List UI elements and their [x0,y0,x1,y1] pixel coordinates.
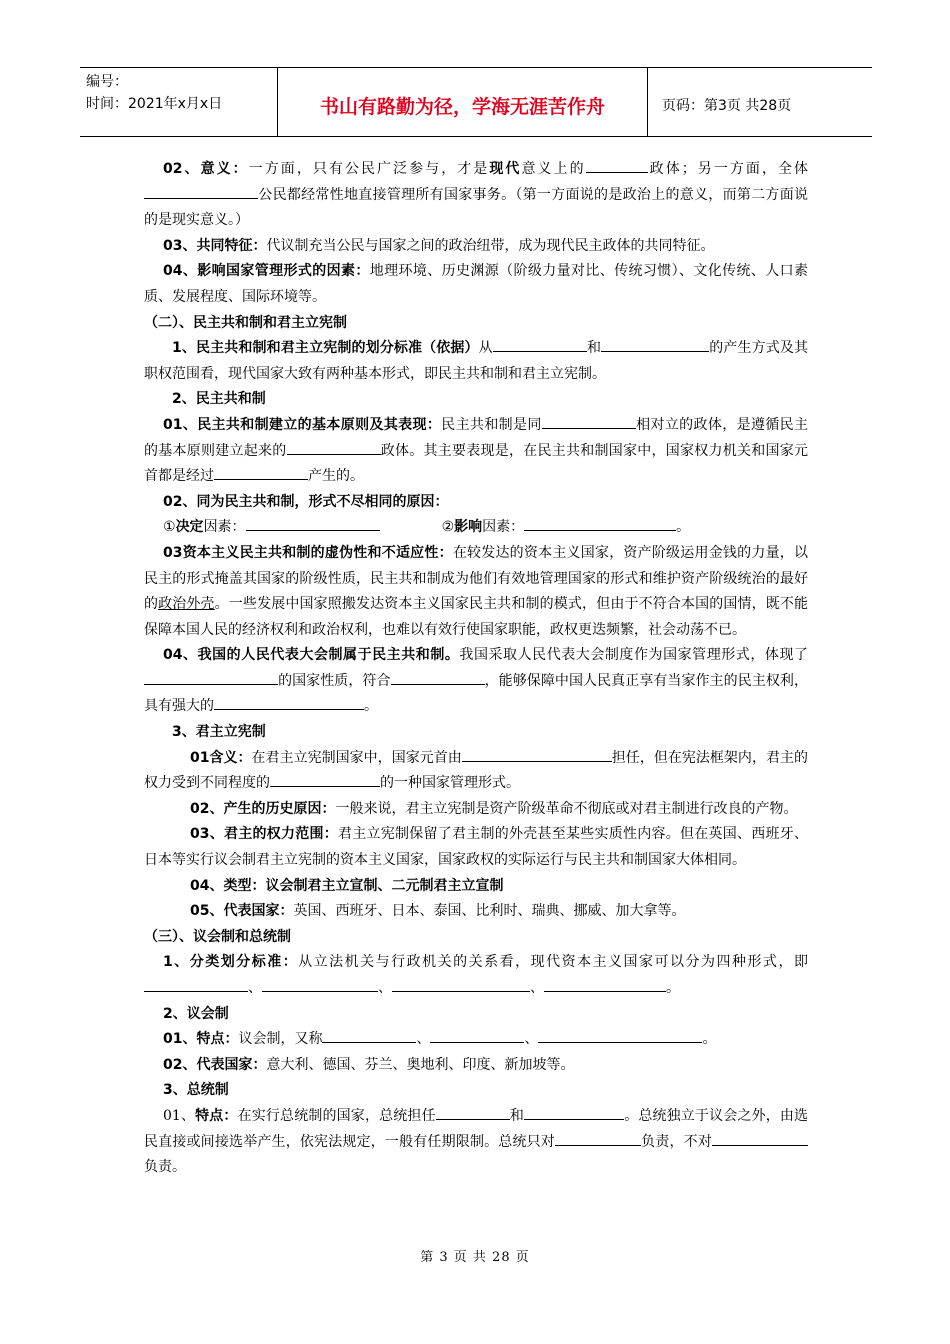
fill-blank[interactable] [392,977,530,992]
fill-blank[interactable] [262,977,378,992]
paragraph-republic-reasons: 02、同为民主共和制，形式不尽相同的原因： [163,493,449,510]
paragraph-factors: 04、影响国家管理形式的因素：地理环境、历史渊源（阶级力量对比、传统习惯）、文化传统、人口素质、发展程度、国际环境等。 [144,263,809,305]
paragraph-classification: 1、分类划分标准：从立法机关与行政机关的关系看，现代资本主义国家可以分为四种形式，即、 、 、 。 [144,950,808,1001]
paragraph-monarchy-meaning: 01含义：在君主立宪制国家中，国家元首由 担任，但在宪法框架内，君主的权力受到不同程度的 的一种国家管理形式。 [144,746,808,797]
fill-blank[interactable] [246,516,380,531]
fill-blank[interactable] [524,516,676,531]
subsection-heading: 2、议会制 [163,1005,229,1022]
fill-blank[interactable] [430,1028,524,1043]
fill-blank[interactable] [462,747,612,762]
fill-blank[interactable] [601,337,709,352]
header-info-cell [80,68,278,136]
header-number: 编号： [86,74,128,90]
header-page-number: 页码：第3页 共28页 [662,98,792,114]
fill-blank[interactable] [542,414,636,429]
page-header [80,67,872,137]
fill-blank[interactable] [544,977,666,992]
header-date: 时间：2021年x月x日 [86,96,223,112]
subsection-heading: 2、民主共和制 [172,391,266,408]
paragraph-republic-factors: ①决定因素： ②影响因素： 。 [144,515,808,541]
section-heading-2: （二）、民主共和制和君主立宪制 [144,314,347,331]
document-body [144,157,808,1181]
fill-blank[interactable] [493,337,587,352]
fill-blank[interactable] [144,977,248,992]
paragraph-common-feature: 03、共同特征：代议制充当公民与国家之间的政治纽带，成为现代民主政体的共同特征。 [163,237,715,254]
subsection-heading: 3、君主立宪制 [172,724,266,741]
page-footer: 第 3 页 共 28 页 [420,1250,530,1265]
section-heading-3: （三）、议会制和总统制 [144,928,291,945]
paragraph-peoples-congress: 04、我国的人民代表大会制属于民主共和制。我国采取人民代表大会制度作为国家管理形式，体现了的国家性质，符合 ，能够保障中国人民真正享有当家作主的民主权利，具有强大的 。 [144,647,808,715]
fill-blank[interactable] [391,670,485,685]
fill-blank[interactable] [287,440,381,455]
paragraph-republic-principle: 01、民主共和制建立的基本原则及其表现：民主共和制是同 相对立的政体，是遵循民主的基本原则建立起来的 政体。其主要表现是，在民主共和制国家中，国家权力机关和国家元首都是经过 产生的。 [144,413,808,490]
paragraph-monarchy-countries: 05、代表国家：英国、西班牙、日本、泰国、比利时、瑞典、挪威、加大拿等。 [190,903,686,920]
fill-blank[interactable] [214,465,308,480]
header-motto: 书山有路勤为径，学海无涯苦作舟 [278,68,648,136]
fill-blank[interactable] [538,1028,702,1043]
fill-blank[interactable] [712,1131,808,1146]
subsection-heading: 3、总统制 [163,1082,229,1099]
fill-blank[interactable] [436,1105,510,1120]
fill-blank[interactable] [555,1131,641,1146]
paragraph-division-standard: 1、民主共和制和君主立宪制的划分标准（依据）从 和 的产生方式及其职权范围看，现代国家大致有两种基本形式，即民主共和制和君主立宪制。 [144,336,808,387]
fill-blank[interactable] [322,1028,416,1043]
fill-blank[interactable] [144,670,278,685]
fill-blank[interactable] [524,1105,624,1120]
fill-blank[interactable] [586,158,648,173]
paragraph-monarchy-origin: 02、产生的历史原因：一般来说，君主立宪制是资产阶级革命不彻底或对君主制进行改良的产物。 [190,800,798,817]
paragraph-presidential-feature: 01、特点：在实行总统制的国家，总统担任 和 。总统独立于议会之外，由选民直接或间接选举产生，依宪法规定，一般有任期限制。总统只对 负责，不对负责。 [144,1104,808,1181]
paragraph-meaning: 02、意义：一方面，只有公民广泛参与，才是现代意义上的 政体；另一方面，全体公民都经常性地直接管理所有国家事务。（第一方面说的是政治上的意义，而第二方面说的是现实意义。） [144,157,808,234]
paragraph-parliament-countries: 02、代表国家：意大利、德国、芬兰、奥地利、印度、新加坡等。 [163,1056,575,1073]
fill-blank[interactable] [214,695,364,710]
paragraph-parliament-feature: 01、特点：议会制，又称 、 、 。 [144,1027,808,1053]
fill-blank[interactable] [144,184,258,199]
paragraph-monarchy-types: 04、类型：议会制君主立宣制、二元制君主立宣制 [190,877,504,894]
fill-blank[interactable] [270,772,380,787]
paragraph-monarch-power: 03、君主的权力范围：君主立宪制保留了君主制的外壳甚至某些实质性内容。但在英国、西班牙、日本等实行议会制君主立宪制的资本主义国家，国家政权的实际运行与民主共和制国家大体相同。 [144,826,809,869]
paragraph-capitalist-republic: 03资本主义民主共和制的虚伪性和不适应性：在较发达的资本主义国家，资产阶级运用金钱的力量，以民主的形式掩盖其国家的阶级性质，民主共和制成为他们有效地管理国家的形式和维护资产阶级统治的最好的政治外壳。一些发展中国家照搬发达资本主义国家民主共和制的模式，但由于不符合本国的国情，既不能保障本国人民的经济权利和政治权利，也难以有效行使国家职能，政权更迭频繁，社会动荡不已。 [144,544,809,638]
